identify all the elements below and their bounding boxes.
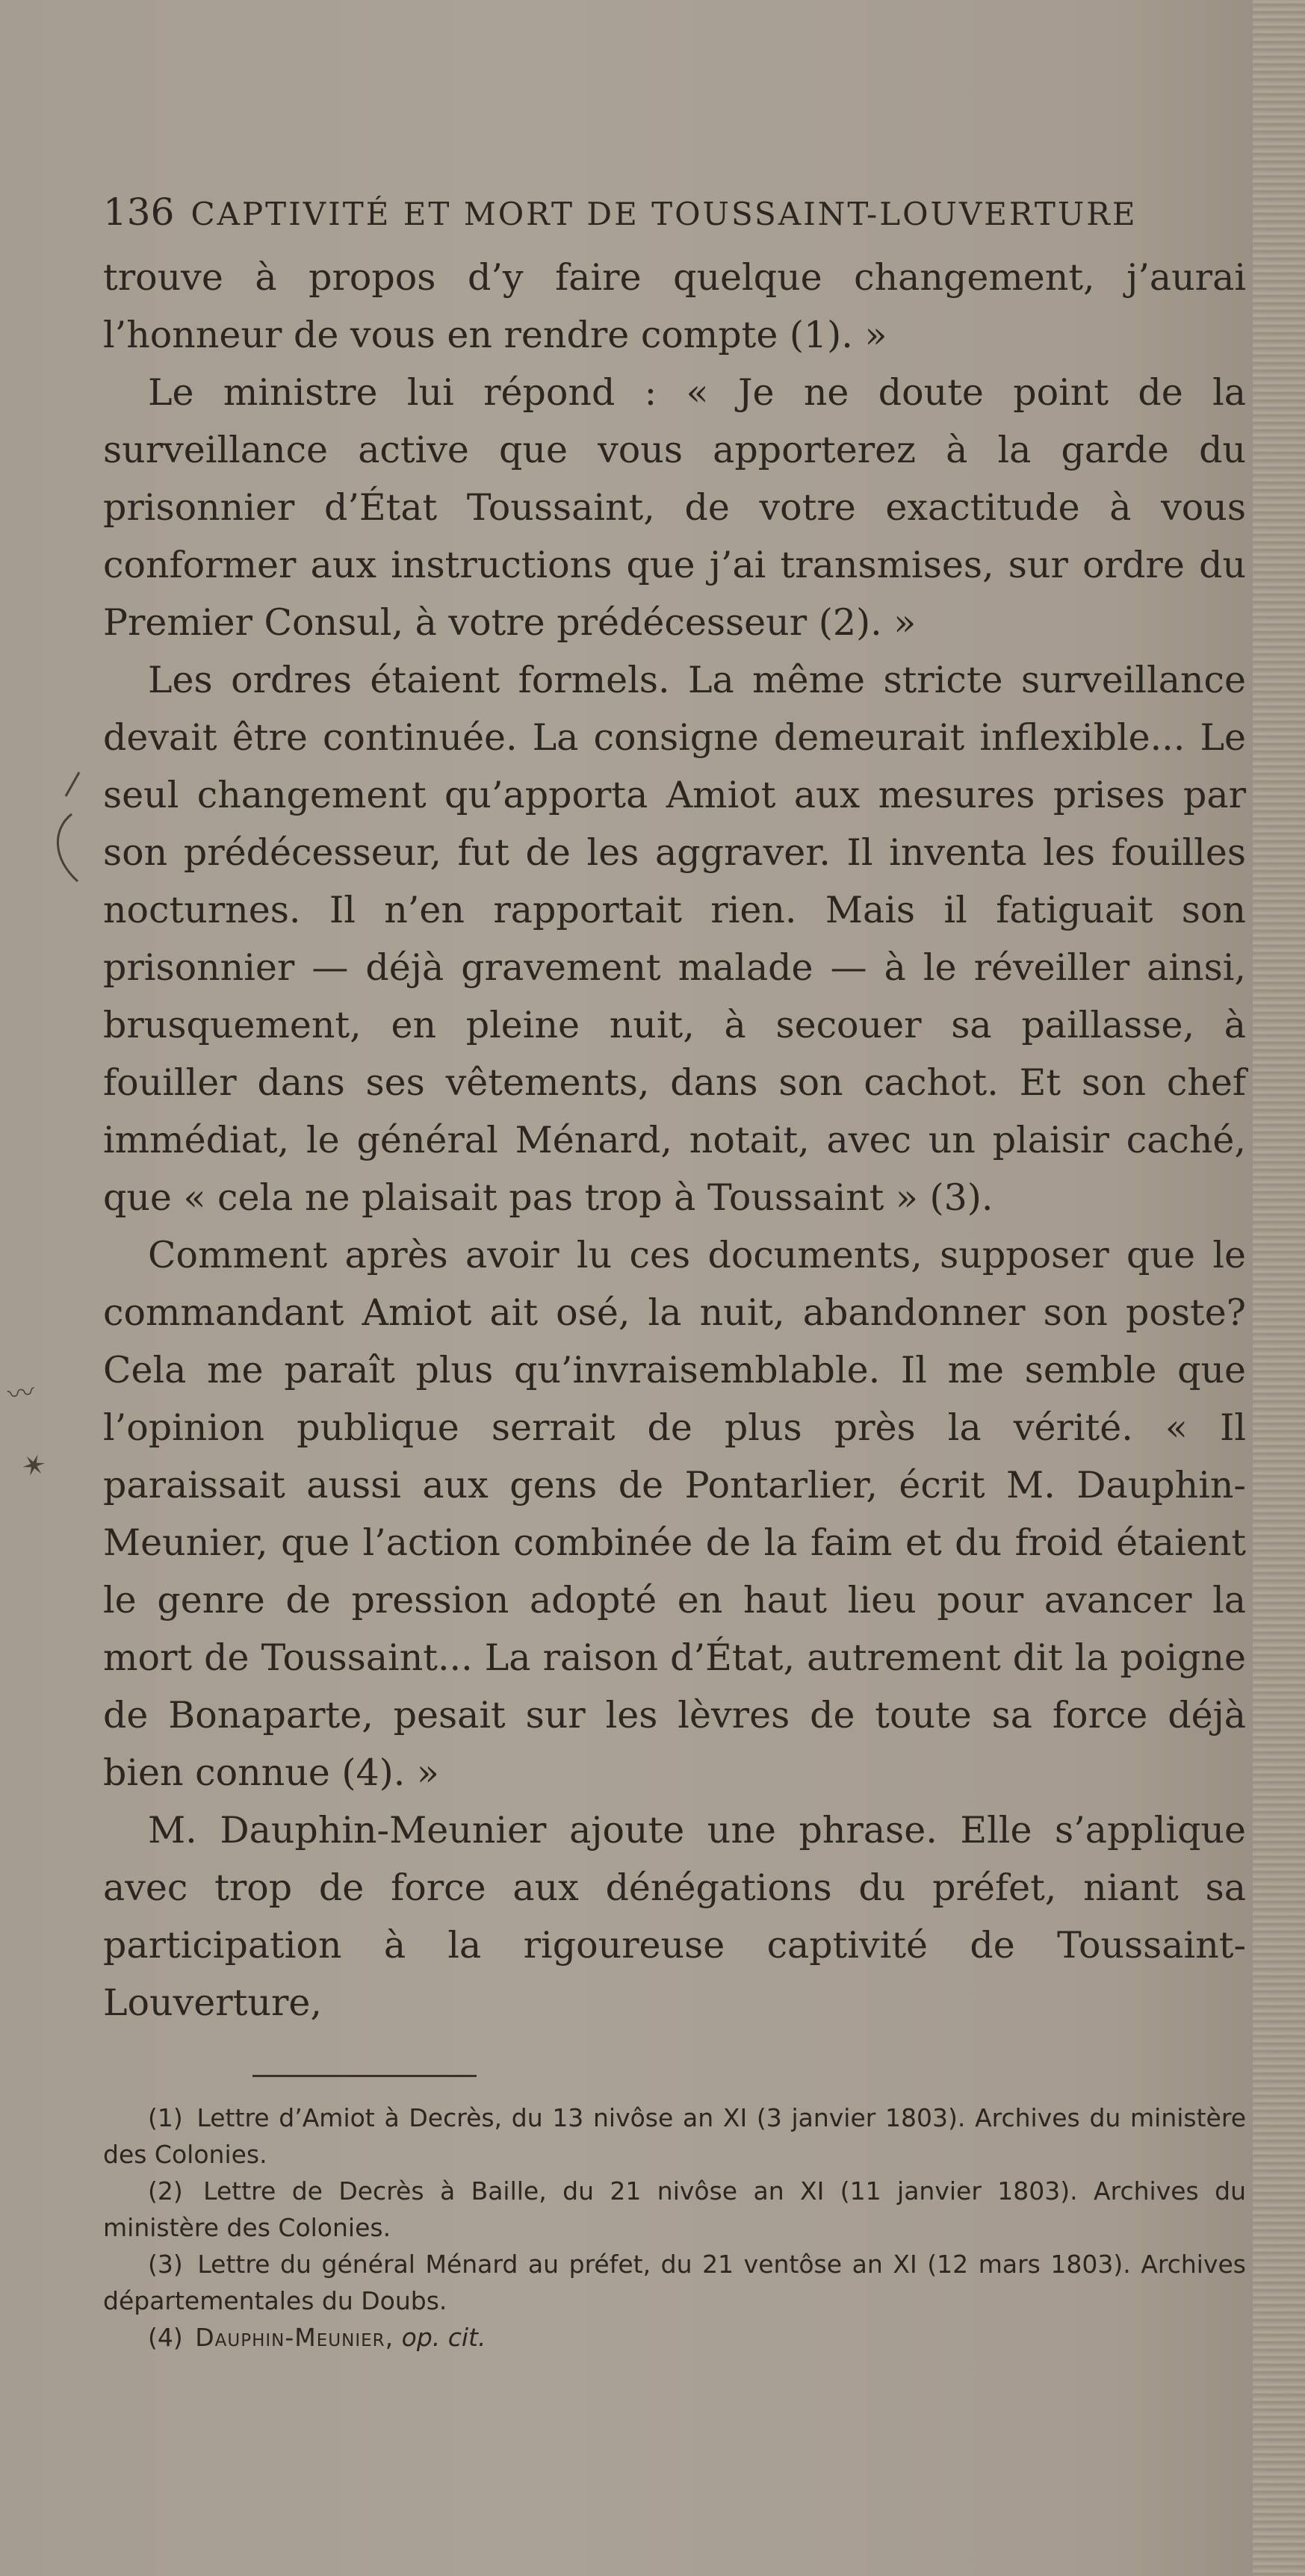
footnote-text: Lettre de Decrès à Baille, du 21 nivôse an XI (11 janvier 1803). Archives du ministère des Colonies. [103, 2176, 1246, 2242]
footnote [103, 2099, 1246, 2173]
paragraph: Comment après avoir lu ces documents, supposer que le commandant Amiot ait osé, la nuit, abandonner son poste? Cela me paraît plus qu’invraisemblable. Il me semble que l’opinion publique serrait de plus près la vérité. « Il paraissait aussi aux gens de Pontarlier, écrit M. Dauphin-Meunier, que l’action combinée de la faim et du froid étaient le genre de pression adopté en haut lieu pour avancer la mort de Toussaint... La raison d’État, autrement dit la poigne de Bonaparte, pesait sur les lèvres de toute sa force déjà bien connue (4). » [103, 1234, 1246, 1794]
footnote-number: (4) [148, 2323, 183, 2352]
footnote [103, 2173, 1246, 2246]
margin-pencil-mark: ✶ [16, 1445, 52, 1487]
running-header [103, 190, 1246, 243]
margin-pencil-bracket [49, 769, 88, 896]
paragraph: trouve à propos d’y faire quelque changement, j’aurai l’honneur de vous en rendre compte (1). » [103, 256, 1246, 356]
paragraph: Le ministre lui répond : « Je ne doute point de la surveillance active que vous apporterez à la garde du prisonnier d’État Toussaint, de votre exactitude à vous conformer aux instructions que j’ai transmises, sur ordre du Premier Consul, à votre prédécesseur (2). » [103, 371, 1246, 644]
page-edge-shadow [1253, 0, 1305, 2576]
page-number: 136 [103, 190, 175, 234]
footnote [103, 2319, 1246, 2356]
footnote-separator [252, 2075, 477, 2077]
footnote [103, 2246, 1246, 2319]
body-text [103, 249, 1246, 2032]
margin-pencil-mark: 〰 [5, 1377, 37, 1412]
footnote-author: Dauphin-Meunier, [195, 2323, 394, 2352]
footnote-number: (2) [148, 2176, 183, 2206]
footnote-number: (1) [148, 2103, 183, 2132]
footnote-citation: op. cit. [401, 2323, 486, 2352]
footnote-number: (3) [148, 2250, 183, 2279]
paragraph: M. Dauphin-Meunier ajoute une phrase. Elle s’applique avec trop de force aux dénégations du préfet, niant sa participation à la rigoureuse captivité de Toussaint-Louverture, [103, 1809, 1246, 2024]
footnote-text: Lettre d’Amiot à Decrès, du 13 nivôse an XI (3 janvier 1803). Archives du ministère des Colonies. [103, 2103, 1246, 2169]
footnotes [103, 2099, 1246, 2356]
running-title: CAPTIVITÉ ET MORT DE TOUSSAINT-LOUVERTURE [190, 196, 1138, 232]
page-content [103, 190, 1246, 2356]
footnote-text: Lettre du général Ménard au préfet, du 21 ventôse an XI (12 mars 1803). Archives départementales du Doubs. [103, 2250, 1246, 2315]
paragraph: Les ordres étaient formels. La même stricte surveillance devait être continuée. La consigne demeurait inflexible... Le seul changement qu’apporta Amiot aux mesures prises par son prédécesseur, fut de les aggraver. Il inventa les fouilles nocturnes. Il n’en rapportait rien. Mais il fatiguait son prisonnier — déjà gravement malade — à le réveiller ainsi, brusquement, en pleine nuit, à secouer sa paillasse, à fouiller dans ses vêtements, dans son cachot. Et son chef immédiat, le général Ménard, notait, avec un plaisir caché, que « cela ne plaisait pas trop à Toussaint » (3). [103, 659, 1246, 1219]
